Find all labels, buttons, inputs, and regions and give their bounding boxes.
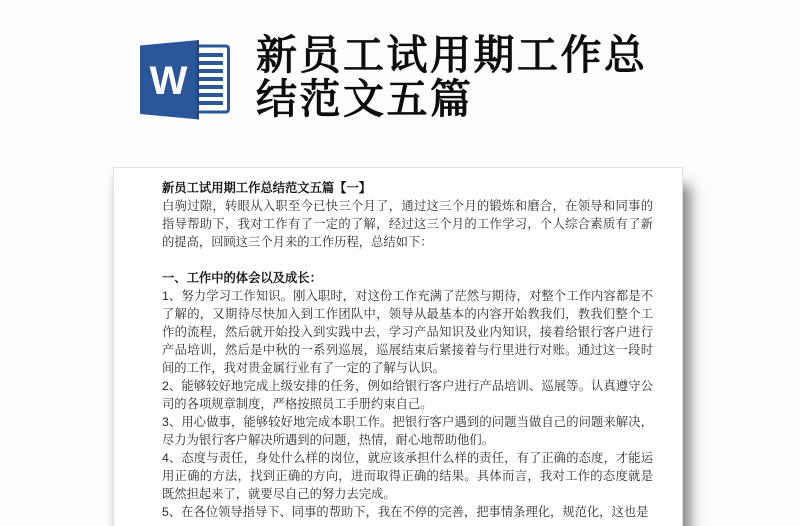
doc-heading: 新员工试用期工作总结范文五篇【一】 (162, 181, 372, 195)
document-page (113, 167, 683, 526)
doc-paragraph: 4、态度与责任，身处什么样的岗位，就应该承担什么样的责任，有了正确的态度，才能运用正确的方法，找到正确的方向，进而取得正确的结果。具体而言，我对工作的态度就是既然担起来了，就要尽自己的努力去完成。 (162, 451, 653, 501)
document-body (162, 179, 653, 521)
word-icon (140, 40, 239, 120)
doc-paragraph: 1、努力学习工作知识。刚入职时，对这份工作充满了茫然与期待，对整个工作内容都是不了解的，又期待尽快加入到工作团队中，领导从最基本的内容开始教我们，教我们整个工作的流程，然后就开始投入到实践中去，学习产品知识及业内知识，接着给银行客户进行产品培训，然后是中秋的一系列巡展，巡展结束后紧接着与行里进行对账。通过这一段时间的工作，我对贵金属行业有了一定的了解与认识。 (162, 289, 653, 375)
doc-paragraph: 白驹过隙，转眼从入职至今已快三个月了，通过这三个月的锻炼和磨合，在领导和同事的指导帮助下，我对工作有了一定的了解，经过这三个月的工作学习，个人综合素质有了新的提高，回顾这三个月来的工作历程，总结如下： (162, 199, 653, 249)
word-icon-fold-shade (197, 40, 200, 120)
doc-paragraph: 3、用心做事，能够较好地完成本职工作。把银行客户遇到的问题当做自己的问题来解决，尽力为银行客户解决所遇到的问题，热情，耐心地帮助他们。 (162, 415, 653, 447)
page-title: 新员工试用期工作总结范文五篇 (256, 32, 648, 122)
doc-paragraph: 2、能够较好地完成上级安排的任务，例如给银行客户进行产品培训、巡展等。认真遵守公司的各项规章制度，严格按照员工手册约束自己。 (162, 379, 653, 411)
doc-heading: 一、工作中的体会以及成长： (162, 271, 322, 285)
word-icon-w-letter: W (149, 59, 188, 103)
document-header (140, 40, 239, 120)
doc-paragraph: 5、在各位领导指导下、同事的帮助下，我在不停的完善，把事情条理化，规范化，这也是 (162, 505, 649, 519)
